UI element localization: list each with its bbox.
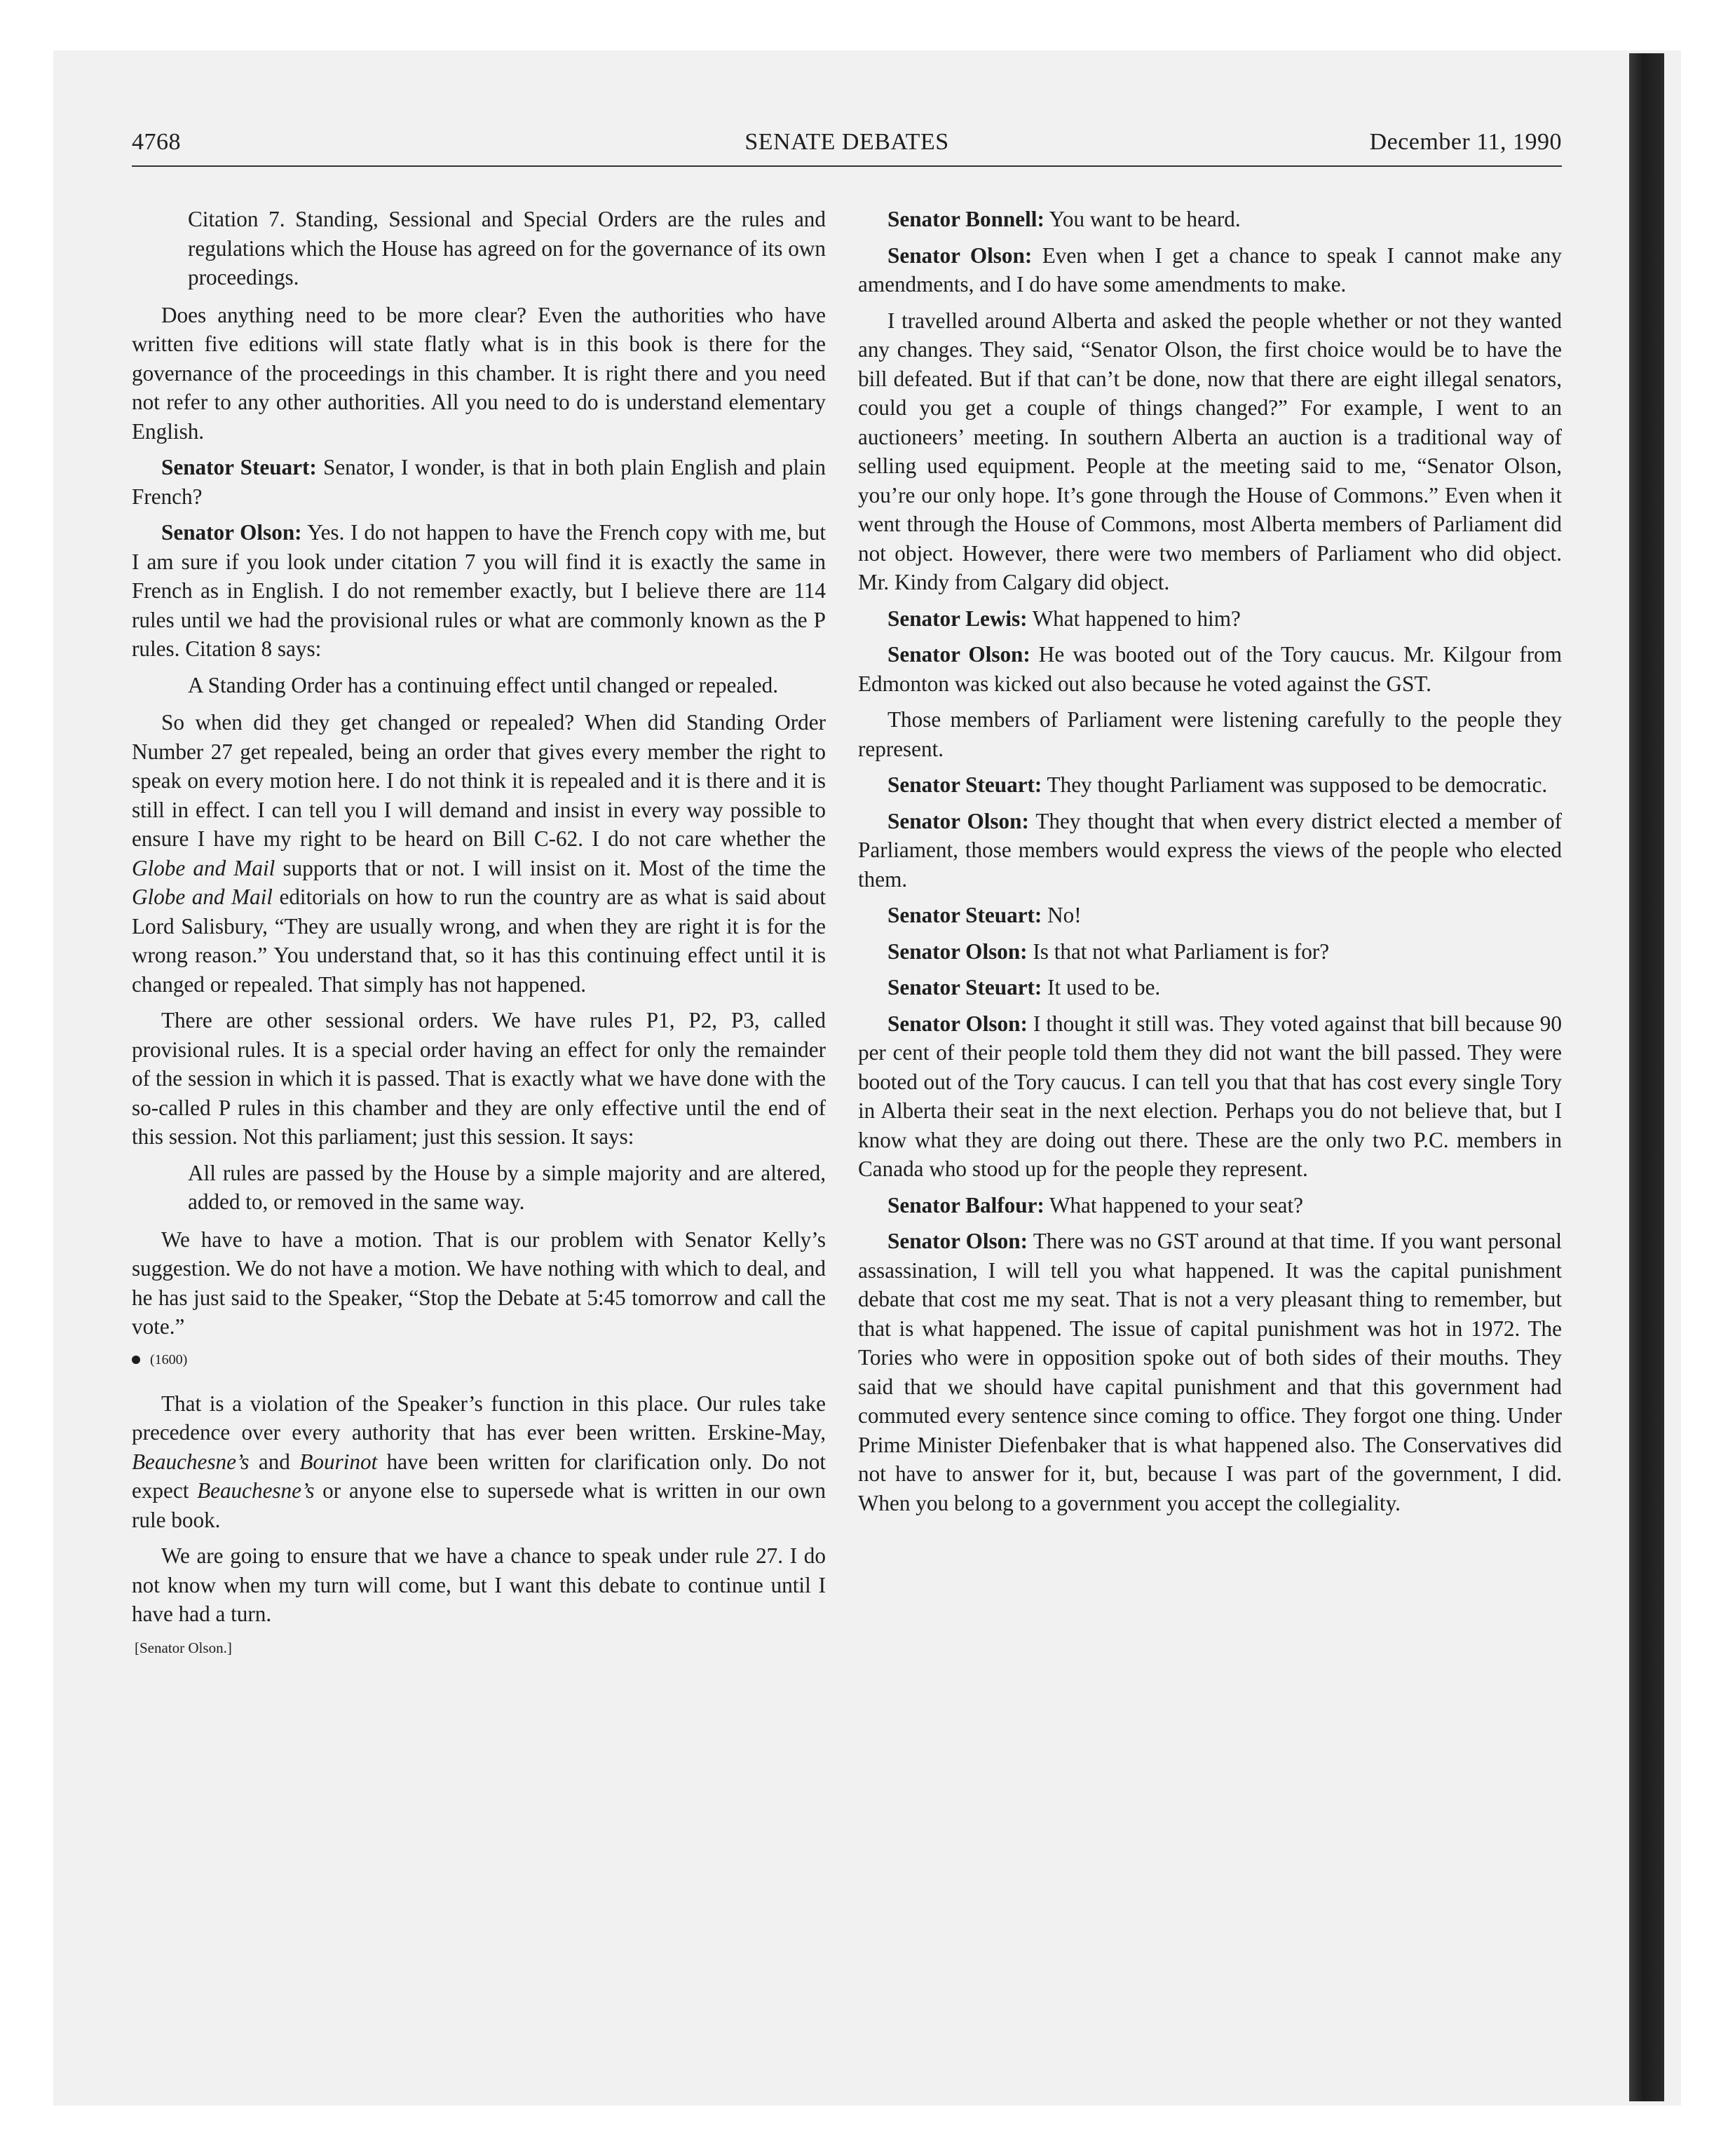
paragraph: We are going to ensure that we have a chance to speak under rule 27. I do not know when my turn will come, but I want this debate to continue until I have had a turn. bbox=[132, 1543, 826, 1626]
italic-title: Globe and Mail bbox=[132, 885, 273, 909]
speech-paragraph bbox=[858, 973, 1562, 1002]
speech-paragraph bbox=[858, 241, 1562, 299]
speech-paragraph bbox=[858, 1227, 1562, 1517]
speech-text: Even when I get a chance to speak I cannot make any amendments, and I do have some amendments to make. bbox=[858, 243, 1562, 296]
page-date: December 11, 1990 bbox=[1369, 129, 1562, 155]
speaker-name: Senator Steuart: bbox=[887, 772, 1042, 797]
speech-text: Is that not what Parliament is for? bbox=[1027, 939, 1330, 964]
speaker-name: Senator Olson: bbox=[887, 1229, 1028, 1253]
time-marker-text: (1600) bbox=[150, 1351, 188, 1367]
paragraph bbox=[132, 708, 826, 999]
speech-text: They thought that when every district elected a member of Parliament, those members would express the views of the people who elected them. bbox=[858, 808, 1562, 892]
time-marker bbox=[132, 1351, 826, 1368]
speech-text: They thought Parliament was supposed to be democratic. bbox=[1042, 772, 1548, 797]
page-number: 4768 bbox=[132, 129, 181, 155]
speech-text: He was booted out of the Tory caucus. Mr. Kilgour from Edmonton was kicked out also because he voted against the GST. bbox=[858, 642, 1562, 696]
italic-title: Beauchesne’s bbox=[197, 1478, 315, 1503]
bullet-icon bbox=[132, 1356, 140, 1364]
speech-paragraph bbox=[858, 770, 1562, 800]
speech-text: I thought it still was. They voted against that bill because 90 per cent of their people told them they did not want the bill passed. They were booted out of the Tory caucus. I can tell you that that has cost every single Tory in Alberta their seat in the next election. Perhaps you do not believe that, but I know what they are doing out there. These are the only two P.C. members in Canada who stood up for the people they represent. bbox=[858, 1011, 1562, 1181]
speech-paragraph bbox=[132, 518, 826, 664]
publication-title: SENATE DEBATES bbox=[744, 129, 949, 155]
speaker-name: Senator Olson: bbox=[887, 1011, 1028, 1036]
text-run: and bbox=[249, 1449, 300, 1474]
speech-paragraph bbox=[858, 901, 1562, 930]
text-run: editorials on how to run the country are as what is said about Lord Salisbury, “They are usually wrong, and when they are right it is for the wrong reason.” You understand that, so it has this continuing effect until it is changed or repealed. That simply has not happened. bbox=[132, 885, 826, 997]
speech-paragraph bbox=[858, 937, 1562, 967]
speaker-name: Senator Olson: bbox=[161, 520, 302, 545]
speaker-name: Senator Olson: bbox=[887, 808, 1029, 833]
speech-text: Yes. I do not happen to have the French copy with me, but I am sure if you look under citation 7 you will find it is exactly the same in French as in English. I do not remember exactly, but I believe there are 114 rules until we had the provisional rules or what are commonly known as the P rules. Citation 8 says: bbox=[132, 520, 826, 661]
speech-text: What happened to him? bbox=[1027, 606, 1241, 631]
speaker-name: Senator Olson: bbox=[887, 243, 1033, 268]
speech-paragraph bbox=[858, 1009, 1562, 1184]
speech-paragraph bbox=[132, 453, 826, 511]
speaker-name: Senator Balfour: bbox=[887, 1192, 1045, 1217]
speech-text: No! bbox=[1042, 903, 1082, 927]
paragraph: I travelled around Alberta and asked the people whether or not they wanted any changes. They said, “Senator Olson, the first choice would be to have the bill defeated. But if that can’t be done, now that there are eight illegal senators, could you get a couple of things changed?” For example, I went to an auctioneers’ meeting. In southern Alberta an auction is a traditional way of selling used equipment. People at the meeting said to me, “Senator Olson, you’re our only hope. It’s gone through the House of Commons.” Even when it went through the House of Commons, most Alberta members of Parliament did not object. However, there were two members of Parliament who did object. Mr. Kindy from Calgary did object. bbox=[858, 308, 1562, 594]
running-header bbox=[132, 129, 1562, 167]
speaker-name: Senator Steuart: bbox=[887, 903, 1042, 927]
paragraph bbox=[132, 1389, 826, 1535]
text-run: have been written for clarification only. Do not expect bbox=[132, 1449, 826, 1503]
speech-text: What happened to your seat? bbox=[1044, 1192, 1304, 1217]
speech-text: You want to be heard. bbox=[1044, 207, 1241, 231]
italic-title: Bourinot bbox=[299, 1449, 378, 1474]
block-quote: All rules are passed by the House by a simple majority and are altered, added to, or removed in the same way. bbox=[188, 1160, 826, 1214]
speaker-name: Senator Lewis: bbox=[887, 606, 1028, 631]
text-run: or anyone else to supersede what is written in our own rule book. bbox=[132, 1478, 826, 1532]
paragraph: Those members of Parliament were listening carefully to the people they represent. bbox=[858, 707, 1562, 761]
speech-paragraph bbox=[858, 205, 1562, 234]
speaker-name: Senator Olson: bbox=[887, 939, 1028, 964]
text-run: supports that or not. I will insist on it. Most of the time the bbox=[275, 855, 826, 880]
paragraph: There are other sessional orders. We have rules P1, P2, P3, called provisional rules. It is a special order having an effect for only the remainder of the session in which it is passed. That is exactly what we have done with the so-called P rules in this chamber and they are only effective until the end of this session. Not this parliament; just this session. It says: bbox=[132, 1008, 826, 1149]
right-column bbox=[858, 205, 1562, 1524]
paragraph: Does anything need to be more clear? Even the authorities who have written five editions will state flatly what is in this book is there for the governance of the proceedings in this chamber. It is right there and you need not refer to any other authorities. All you need to do is understand elementary English. bbox=[132, 302, 826, 444]
speaker-name: Senator Steuart: bbox=[161, 455, 317, 479]
speech-paragraph bbox=[858, 807, 1562, 894]
speaker-name: Senator Steuart: bbox=[887, 975, 1042, 999]
speech-paragraph bbox=[858, 1191, 1562, 1220]
block-quote: Citation 7. Standing, Sessional and Special Orders are the rules and regulations which the House has agreed on for the governance of its own proceedings. bbox=[188, 207, 826, 289]
speech-paragraph bbox=[858, 640, 1562, 698]
speech-text: It used to be. bbox=[1042, 975, 1161, 999]
speech-text: There was no GST around at that time. If you want personal assassination, I will tell you what happened. It was the capital punishment debate that cost me my seat. That is not a very pleasant thing to remember, but that is what happened. The issue of capital punishment was hot in 1972. The Tories who were in opposition spoke out of both sides of their mouths. They said that we should have capital punishment and that this government had commuted every sentence since coming to office. They forgot one thing. Under Prime Minister Diefenbaker that is what happened also. The Conservatives did not have to answer for it, but, because I was part of the government, I did. When you belong to a government you accept the collegiality. bbox=[858, 1229, 1562, 1515]
speaker-name: Senator Bonnell: bbox=[887, 207, 1045, 231]
speaker-attribution: [Senator Olson.] bbox=[135, 1639, 232, 1656]
paragraph: We have to have a motion. That is our problem with Senator Kelly’s suggestion. We do not have a motion. We have nothing with which to deal, and he has just said to the Speaker, “Stop the Debate at 5:45 tomorrow and call the vote.” bbox=[132, 1227, 826, 1339]
speaker-name: Senator Olson: bbox=[887, 642, 1030, 667]
block-quote: A Standing Order has a continuing effect until changed or repealed. bbox=[188, 672, 779, 697]
speech-text: Senator, I wonder, is that in both plain English and plain French? bbox=[132, 455, 826, 509]
text-run: So when did they get changed or repealed? When did Standing Order Number 27 get repealed, being an order that gives every member the right to speak on every motion here. I do not think it is repealed and it is there and it is still in effect. I can tell you I will demand and insist in every way possible to ensure I have my right to be heard on Bill C-62. I do not care whether the bbox=[132, 710, 826, 851]
speech-paragraph bbox=[858, 604, 1562, 634]
scan-edge-strip bbox=[1629, 53, 1664, 2101]
italic-title: Beauchesne’s bbox=[132, 1449, 250, 1474]
text-run: That is a violation of the Speaker’s function in this place. Our rules take precedence over every authority that has ever been written. Erskine-May, bbox=[132, 1391, 826, 1445]
italic-title: Globe and Mail bbox=[132, 855, 275, 880]
left-column bbox=[132, 205, 826, 1657]
